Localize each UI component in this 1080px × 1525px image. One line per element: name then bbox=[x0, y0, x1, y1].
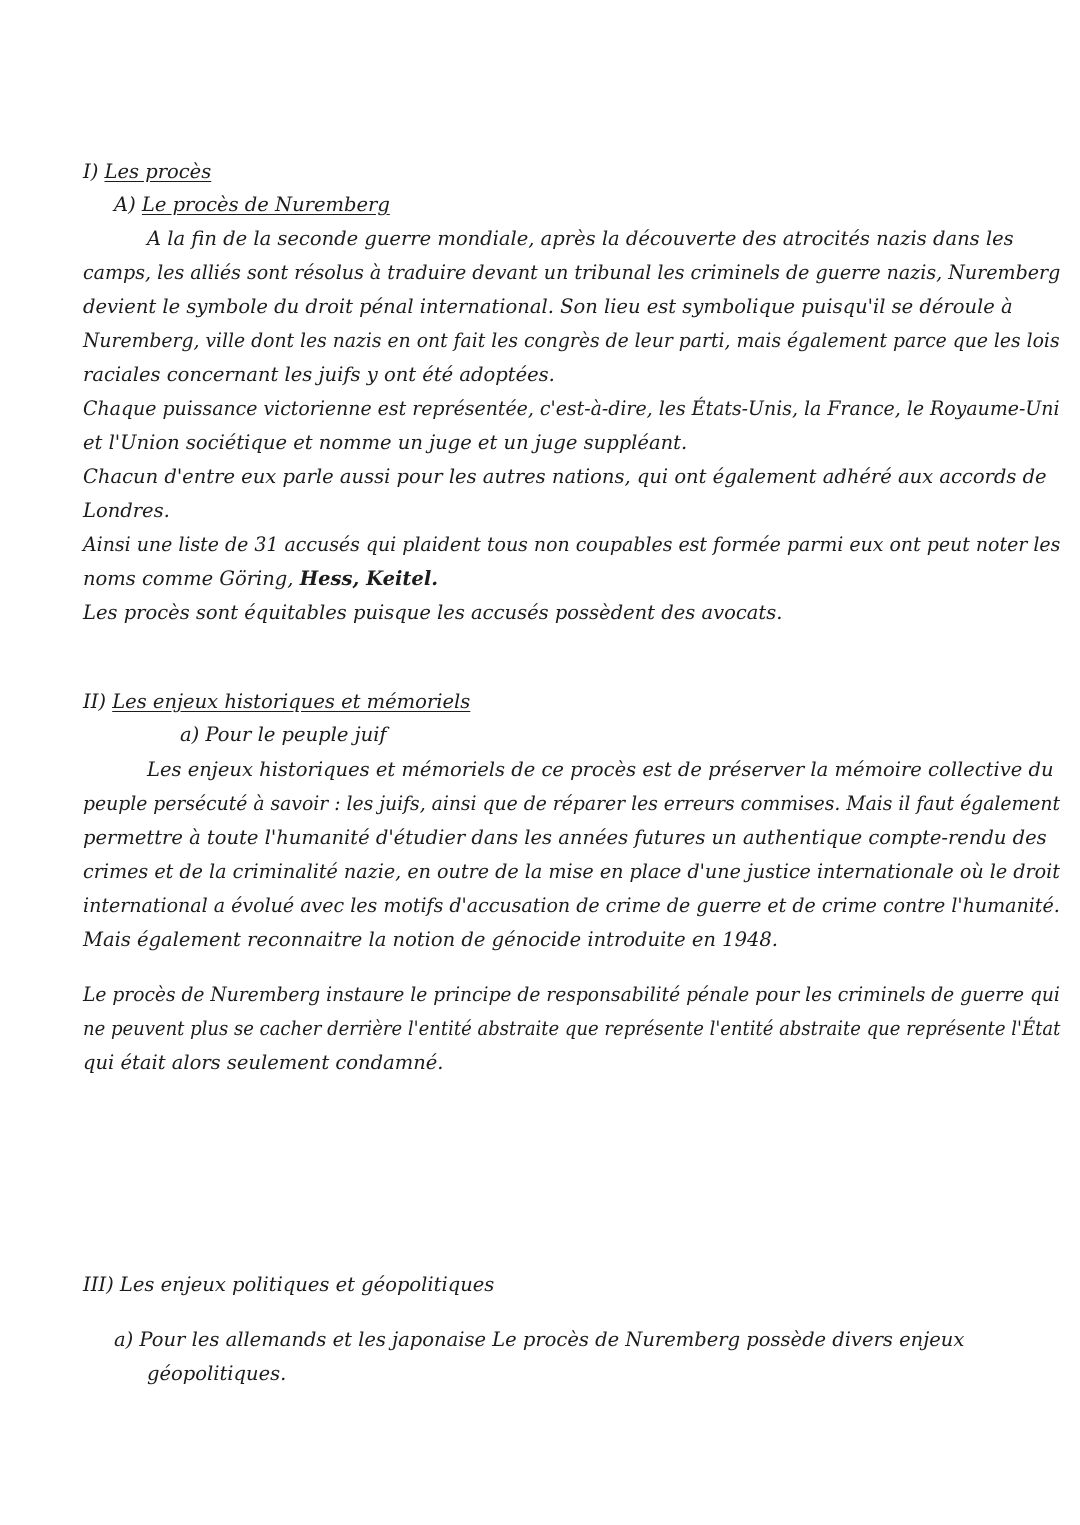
paragraph-line: Mais également reconnaitre la notion de génocide introduite en 1948. bbox=[83, 928, 779, 951]
paragraph-line: Chacun d'entre eux parle aussi pour les autres nations, qui ont également adhéré aux accords de bbox=[83, 465, 1047, 488]
paragraph-line: Londres. bbox=[83, 499, 170, 522]
section-2-heading bbox=[83, 689, 470, 715]
paragraph-line: qui était alors seulement condamné. bbox=[83, 1051, 444, 1074]
paragraph-line: ne peuvent plus se cacher derrière l'entité abstraite que représente l'entité abstraite que représente l'État bbox=[83, 1017, 1061, 1040]
paragraph-line: Ainsi une liste de 31 accusés qui plaident tous non coupables est formée parmi eux ont peut noter les bbox=[83, 533, 1061, 556]
paragraph-line: Nuremberg, ville dont les nazis en ont fait les congrès de leur parti, mais également parce que les lois bbox=[83, 329, 1060, 352]
accused-names-line bbox=[83, 566, 438, 592]
accused-names-bold: Hess, Keitel. bbox=[299, 567, 439, 590]
paragraph-line: Les enjeux historiques et mémoriels de ce procès est de préserver la mémoire collective du bbox=[147, 758, 1054, 781]
paragraph-line: géopolitiques. bbox=[147, 1362, 287, 1385]
paragraph-line: raciales concernant les juifs y ont été adoptées. bbox=[83, 363, 555, 386]
paragraph-line: Le procès de Nuremberg instaure le principe de responsabilité pénale pour les criminels de guerre qui bbox=[83, 983, 1060, 1006]
paragraph-line: crimes et de la criminalité nazie, en outre de la mise en place d'une justice internationale où le droit bbox=[83, 860, 1060, 883]
paragraph-line: peuple persécuté à savoir : les juifs, ainsi que de réparer les erreurs commises. Mais il faut également bbox=[83, 792, 1061, 815]
paragraph-line: a) Pour les allemands et les japonaise Le procès de Nuremberg possède divers enjeux bbox=[114, 1328, 965, 1351]
section-2-number: II) bbox=[83, 690, 113, 713]
subsection-a-number: A) bbox=[114, 193, 142, 216]
subsection-a-heading bbox=[114, 192, 390, 218]
subsection-heading: a) Pour le peuple juif bbox=[180, 723, 387, 746]
section-1-heading bbox=[83, 159, 211, 185]
subsection-a-title: Le procès de Nuremberg bbox=[141, 193, 390, 216]
paragraph-line: camps, les alliés sont résolus à traduire devant un tribunal les criminels de guerre nazis, Nuremberg bbox=[83, 261, 1061, 284]
accused-names-prefix: noms comme Göring, bbox=[83, 567, 300, 590]
paragraph-line: Les procès sont équitables puisque les accusés possèdent des avocats. bbox=[83, 601, 783, 624]
paragraph-line: devient le symbole du droit pénal international. Son lieu est symbolique puisqu'il se déroule à bbox=[83, 295, 1013, 318]
paragraph-line: international a évolué avec les motifs d'accusation de crime de guerre et de crime contre l'humanité. bbox=[83, 894, 1060, 917]
paragraph-line: A la fin de la seconde guerre mondiale, après la découverte des atrocités nazis dans les bbox=[147, 227, 1014, 250]
section-1-number: I) bbox=[83, 160, 105, 183]
section-2-title: Les enjeux historiques et mémoriels bbox=[112, 690, 471, 713]
paragraph-line: Chaque puissance victorienne est représentée, c'est-à-dire, les États-Unis, la France, le Royaume-Uni bbox=[83, 397, 1060, 420]
section-1-title: Les procès bbox=[104, 160, 212, 183]
paragraph-line: et l'Union sociétique et nomme un juge et un juge suppléant. bbox=[83, 431, 688, 454]
paragraph-line: permettre à toute l'humanité d'étudier dans les années futures un authentique compte-rendu des bbox=[83, 826, 1047, 849]
section-3-heading: III) Les enjeux politiques et géopolitiques bbox=[83, 1273, 495, 1296]
